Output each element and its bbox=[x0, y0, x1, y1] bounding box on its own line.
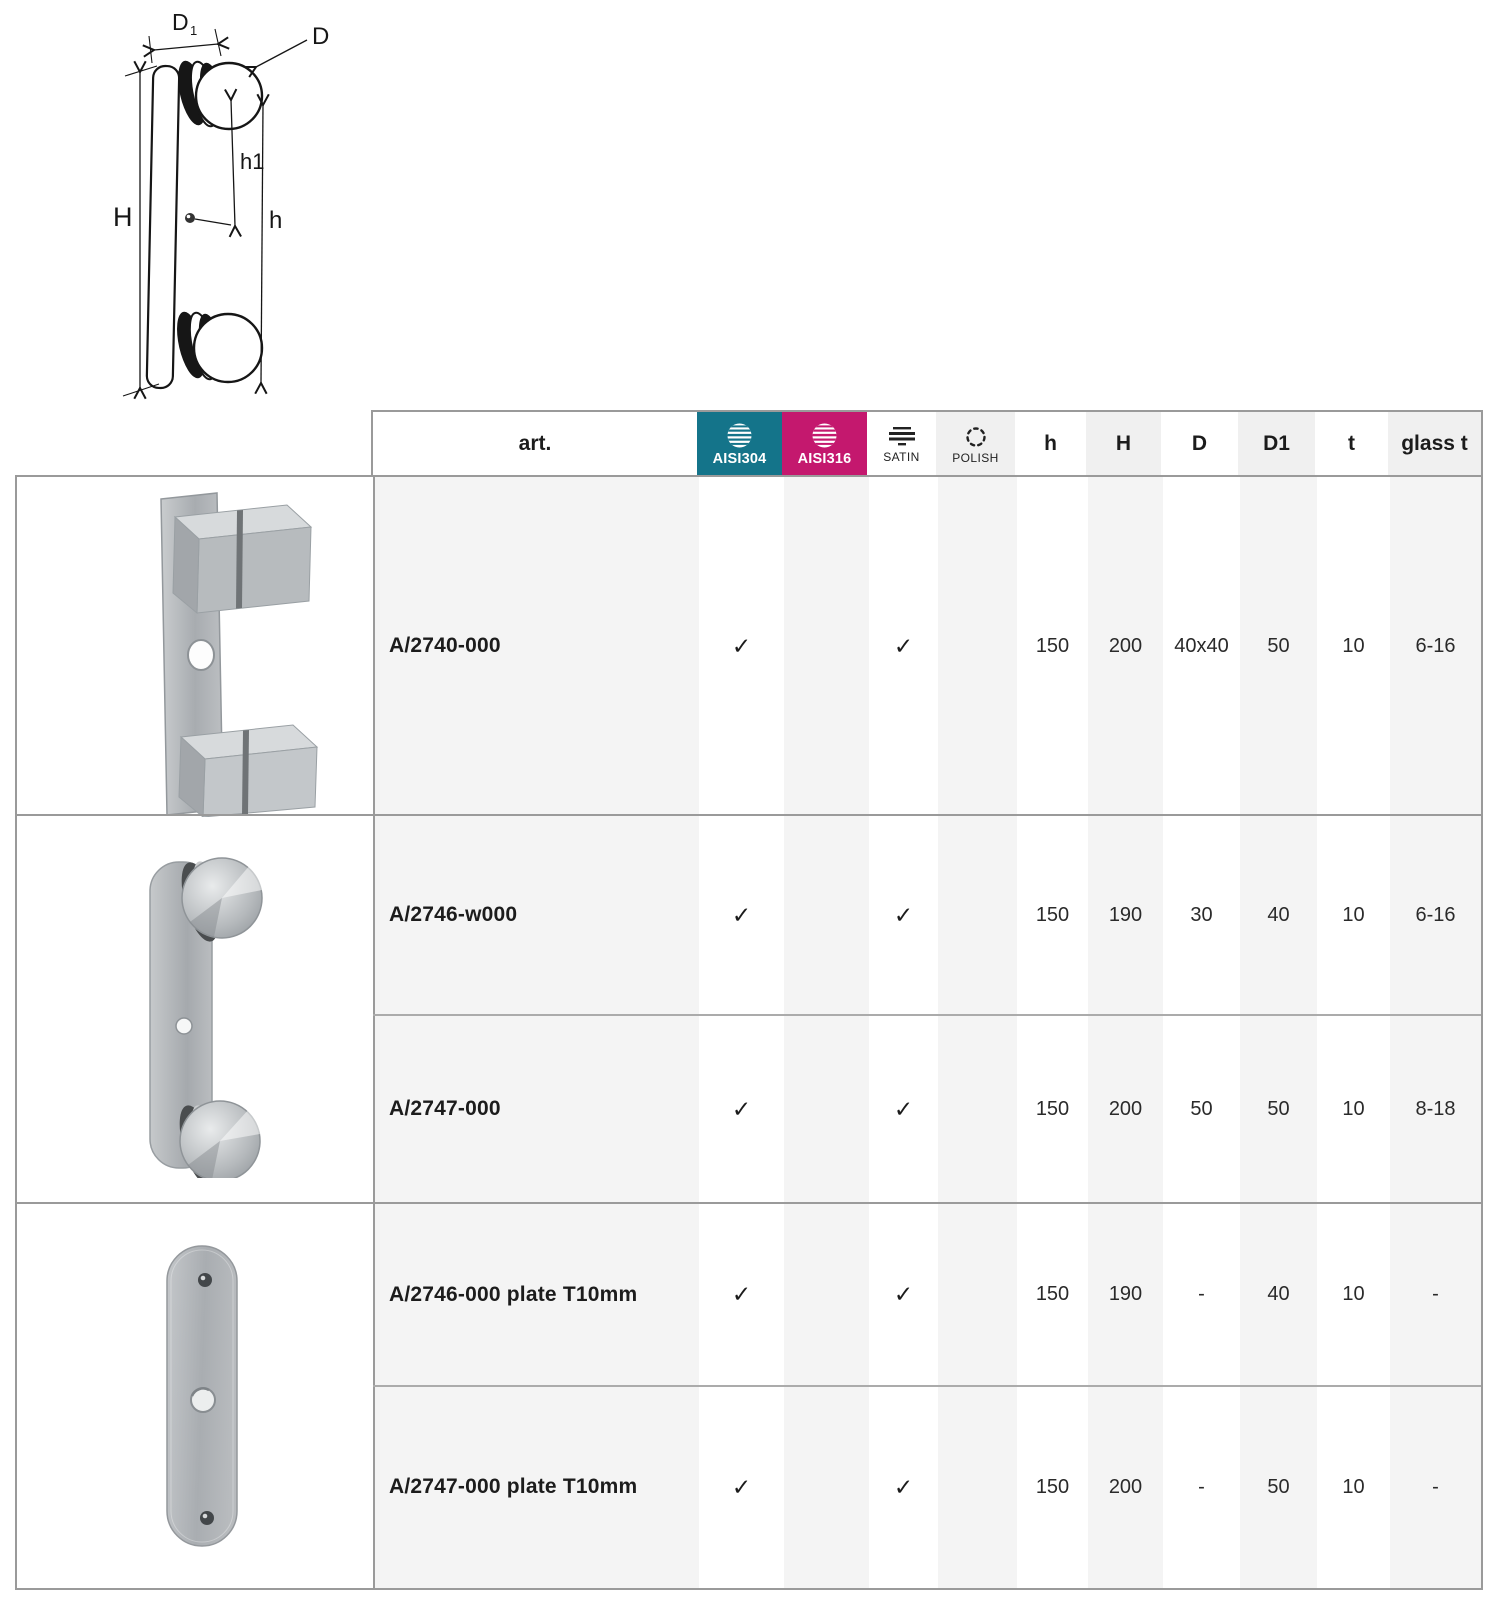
aisi304-header-cell bbox=[697, 412, 782, 475]
value: 10 bbox=[1342, 903, 1365, 926]
aisi304-cell bbox=[699, 477, 784, 815]
art-label: A/2747-000 bbox=[389, 1097, 501, 1120]
check-icon: ✓ bbox=[731, 632, 752, 659]
satin-cell bbox=[869, 1386, 938, 1588]
dim-label: glass t bbox=[1401, 431, 1468, 455]
value: 200 bbox=[1108, 1097, 1143, 1120]
check-icon: ✓ bbox=[893, 1281, 914, 1307]
H-cell bbox=[1088, 1386, 1163, 1588]
check-icon: ✓ bbox=[731, 1095, 752, 1122]
value: - bbox=[1432, 1283, 1439, 1305]
diagram-label-D1: D bbox=[172, 9, 189, 35]
product-image-a2740-000 bbox=[97, 485, 327, 817]
diagram-plate bbox=[147, 66, 180, 388]
value: 10 bbox=[1342, 1097, 1365, 1120]
value: 40 bbox=[1267, 1283, 1290, 1305]
glass-t-cell bbox=[1390, 1015, 1481, 1203]
table-row-a2740-000 bbox=[375, 477, 1481, 815]
h-cell bbox=[1017, 477, 1088, 815]
D-cell bbox=[1163, 1015, 1240, 1203]
art-cell bbox=[375, 477, 699, 815]
table-row-a2746-000-plate bbox=[375, 1203, 1481, 1386]
aisi316-cell bbox=[784, 1203, 869, 1386]
group-divider bbox=[17, 1202, 1481, 1204]
aisi304-cell bbox=[699, 1015, 784, 1203]
check-icon: ✓ bbox=[893, 1095, 914, 1122]
art-cell bbox=[375, 815, 699, 1015]
glass-t-cell bbox=[1390, 1203, 1481, 1386]
check-icon: ✓ bbox=[731, 901, 752, 928]
diagram-label-h: h bbox=[269, 207, 283, 234]
value: 190 bbox=[1108, 1283, 1143, 1305]
value: 6-16 bbox=[1415, 634, 1456, 657]
art-label: A/2747-000 plate T10mm bbox=[389, 1475, 638, 1498]
polish-cell bbox=[938, 1203, 1017, 1386]
t-cell bbox=[1317, 1203, 1390, 1386]
dim-header-D1 bbox=[1238, 412, 1315, 475]
art-header-label: art. bbox=[518, 431, 552, 455]
dim-header-D bbox=[1161, 412, 1238, 475]
t-cell bbox=[1317, 477, 1390, 815]
table-row-a2747-000 bbox=[375, 1015, 1481, 1203]
t-cell bbox=[1317, 1015, 1390, 1203]
polish-label: POLISH bbox=[952, 450, 999, 465]
aisi316-cell bbox=[784, 477, 869, 815]
diagram-bottom-disc bbox=[172, 309, 262, 382]
aisi316-header-cell bbox=[782, 412, 867, 475]
table-row-a2747-000-plate bbox=[375, 1386, 1481, 1588]
t-cell bbox=[1317, 815, 1390, 1015]
dim-header-H bbox=[1086, 412, 1161, 475]
value: 10 bbox=[1342, 634, 1365, 657]
glass-t-cell bbox=[1390, 815, 1481, 1015]
value: 200 bbox=[1108, 634, 1143, 657]
satin-cell bbox=[869, 477, 938, 815]
D-cell bbox=[1163, 1203, 1240, 1386]
diagram-label-D: D bbox=[312, 23, 330, 50]
art-label: A/2740-000 bbox=[389, 634, 501, 657]
glass-t-cell bbox=[1390, 1386, 1481, 1588]
polish-cell bbox=[938, 1015, 1017, 1203]
check-icon: ✓ bbox=[893, 632, 914, 659]
table-header-row bbox=[371, 410, 1483, 477]
value: 200 bbox=[1108, 1475, 1143, 1498]
D1-cell bbox=[1240, 1203, 1317, 1386]
value: 190 bbox=[1108, 903, 1143, 926]
diagram-hole bbox=[185, 213, 195, 223]
aisi304-cell bbox=[699, 815, 784, 1015]
H-cell bbox=[1088, 477, 1163, 815]
h-cell bbox=[1017, 1203, 1088, 1386]
check-icon: ✓ bbox=[731, 1281, 752, 1307]
art-cell bbox=[375, 1015, 699, 1203]
h-cell bbox=[1017, 1386, 1088, 1588]
value: 150 bbox=[1035, 634, 1070, 657]
satin-cell bbox=[869, 815, 938, 1015]
table-rows bbox=[373, 477, 1481, 1588]
aisi316-cell bbox=[784, 1386, 869, 1588]
value: 150 bbox=[1035, 1097, 1070, 1120]
dim-header-glass-t bbox=[1388, 412, 1481, 475]
D1-cell bbox=[1240, 477, 1317, 815]
dim-label: D bbox=[1191, 431, 1208, 455]
satin-cell bbox=[869, 1015, 938, 1203]
H-cell bbox=[1088, 815, 1163, 1015]
art-label: A/2746-000 plate T10mm bbox=[389, 1282, 638, 1306]
aisi-sphere-icon bbox=[726, 422, 753, 449]
check-icon: ✓ bbox=[893, 1473, 914, 1500]
H-cell bbox=[1088, 1203, 1163, 1386]
value: 40x40 bbox=[1174, 634, 1229, 657]
value: 150 bbox=[1035, 1475, 1070, 1498]
diagram-label-D1-sub: 1 bbox=[190, 23, 198, 38]
value: 50 bbox=[1267, 1097, 1290, 1120]
polish-header-cell bbox=[936, 412, 1015, 475]
value: 150 bbox=[1035, 1283, 1070, 1305]
aisi316-cell bbox=[784, 1015, 869, 1203]
product-image-a2746-a2747 bbox=[138, 848, 298, 1178]
art-cell bbox=[375, 1203, 699, 1386]
dim-label: H bbox=[1115, 431, 1132, 455]
value: 150 bbox=[1035, 903, 1070, 926]
dim-header-t bbox=[1315, 412, 1388, 475]
dimension-diagram bbox=[55, 6, 400, 404]
diagram-top-disc bbox=[173, 58, 262, 129]
value: 50 bbox=[1190, 1097, 1213, 1120]
diagram-label-H: H bbox=[113, 202, 133, 232]
aisi304-cell bbox=[699, 1203, 784, 1386]
t-cell bbox=[1317, 1386, 1390, 1588]
value: 40 bbox=[1267, 903, 1290, 926]
art-label: A/2746-w000 bbox=[389, 903, 518, 926]
art-header-cell bbox=[373, 412, 697, 475]
table-body bbox=[15, 475, 1483, 1590]
value: 50 bbox=[1267, 1475, 1290, 1498]
D1-cell bbox=[1240, 1386, 1317, 1588]
satin-cell bbox=[869, 1203, 938, 1386]
value: - bbox=[1198, 1475, 1205, 1498]
h-cell bbox=[1017, 815, 1088, 1015]
check-icon: ✓ bbox=[731, 1473, 752, 1500]
dim-header-h bbox=[1015, 412, 1086, 475]
value: - bbox=[1432, 1475, 1439, 1498]
aisi304-cell bbox=[699, 1386, 784, 1588]
group-divider bbox=[17, 814, 1481, 816]
value: 10 bbox=[1342, 1283, 1365, 1305]
aisi-sphere-icon bbox=[811, 422, 838, 449]
value: 30 bbox=[1190, 903, 1213, 926]
polish-cell bbox=[938, 815, 1017, 1015]
diagram-label-h1: h1 bbox=[240, 149, 265, 174]
aisi304-label: AISI304 bbox=[712, 451, 767, 467]
satin-header-cell bbox=[867, 412, 936, 475]
value: 50 bbox=[1267, 634, 1290, 657]
aisi316-label: AISI316 bbox=[797, 451, 852, 467]
satin-label: SATIN bbox=[883, 449, 920, 464]
D-cell bbox=[1163, 1386, 1240, 1588]
art-cell bbox=[375, 1386, 699, 1588]
value: 8-18 bbox=[1415, 1097, 1456, 1120]
row-divider bbox=[373, 1385, 1481, 1387]
aisi316-cell bbox=[784, 815, 869, 1015]
dim-label: t bbox=[1348, 431, 1355, 455]
row-divider bbox=[373, 1014, 1481, 1016]
polish-cell bbox=[938, 477, 1017, 815]
polish-dotted-circle-icon bbox=[964, 425, 988, 449]
D1-cell bbox=[1240, 1015, 1317, 1203]
D-cell bbox=[1163, 815, 1240, 1015]
dim-label: h bbox=[1044, 431, 1057, 455]
glass-t-cell bbox=[1390, 477, 1481, 815]
H-cell bbox=[1088, 1015, 1163, 1203]
polish-cell bbox=[938, 1386, 1017, 1588]
table-row-a2746-w000 bbox=[375, 815, 1481, 1015]
D-cell bbox=[1163, 477, 1240, 815]
product-image-plates bbox=[155, 1242, 255, 1552]
check-icon: ✓ bbox=[893, 901, 914, 928]
h-cell bbox=[1017, 1015, 1088, 1203]
value: 6-16 bbox=[1415, 903, 1456, 926]
value: - bbox=[1198, 1283, 1205, 1305]
value: 10 bbox=[1342, 1475, 1365, 1498]
satin-lines-icon bbox=[887, 426, 917, 448]
D1-cell bbox=[1240, 815, 1317, 1015]
dim-label: D1 bbox=[1263, 431, 1290, 455]
